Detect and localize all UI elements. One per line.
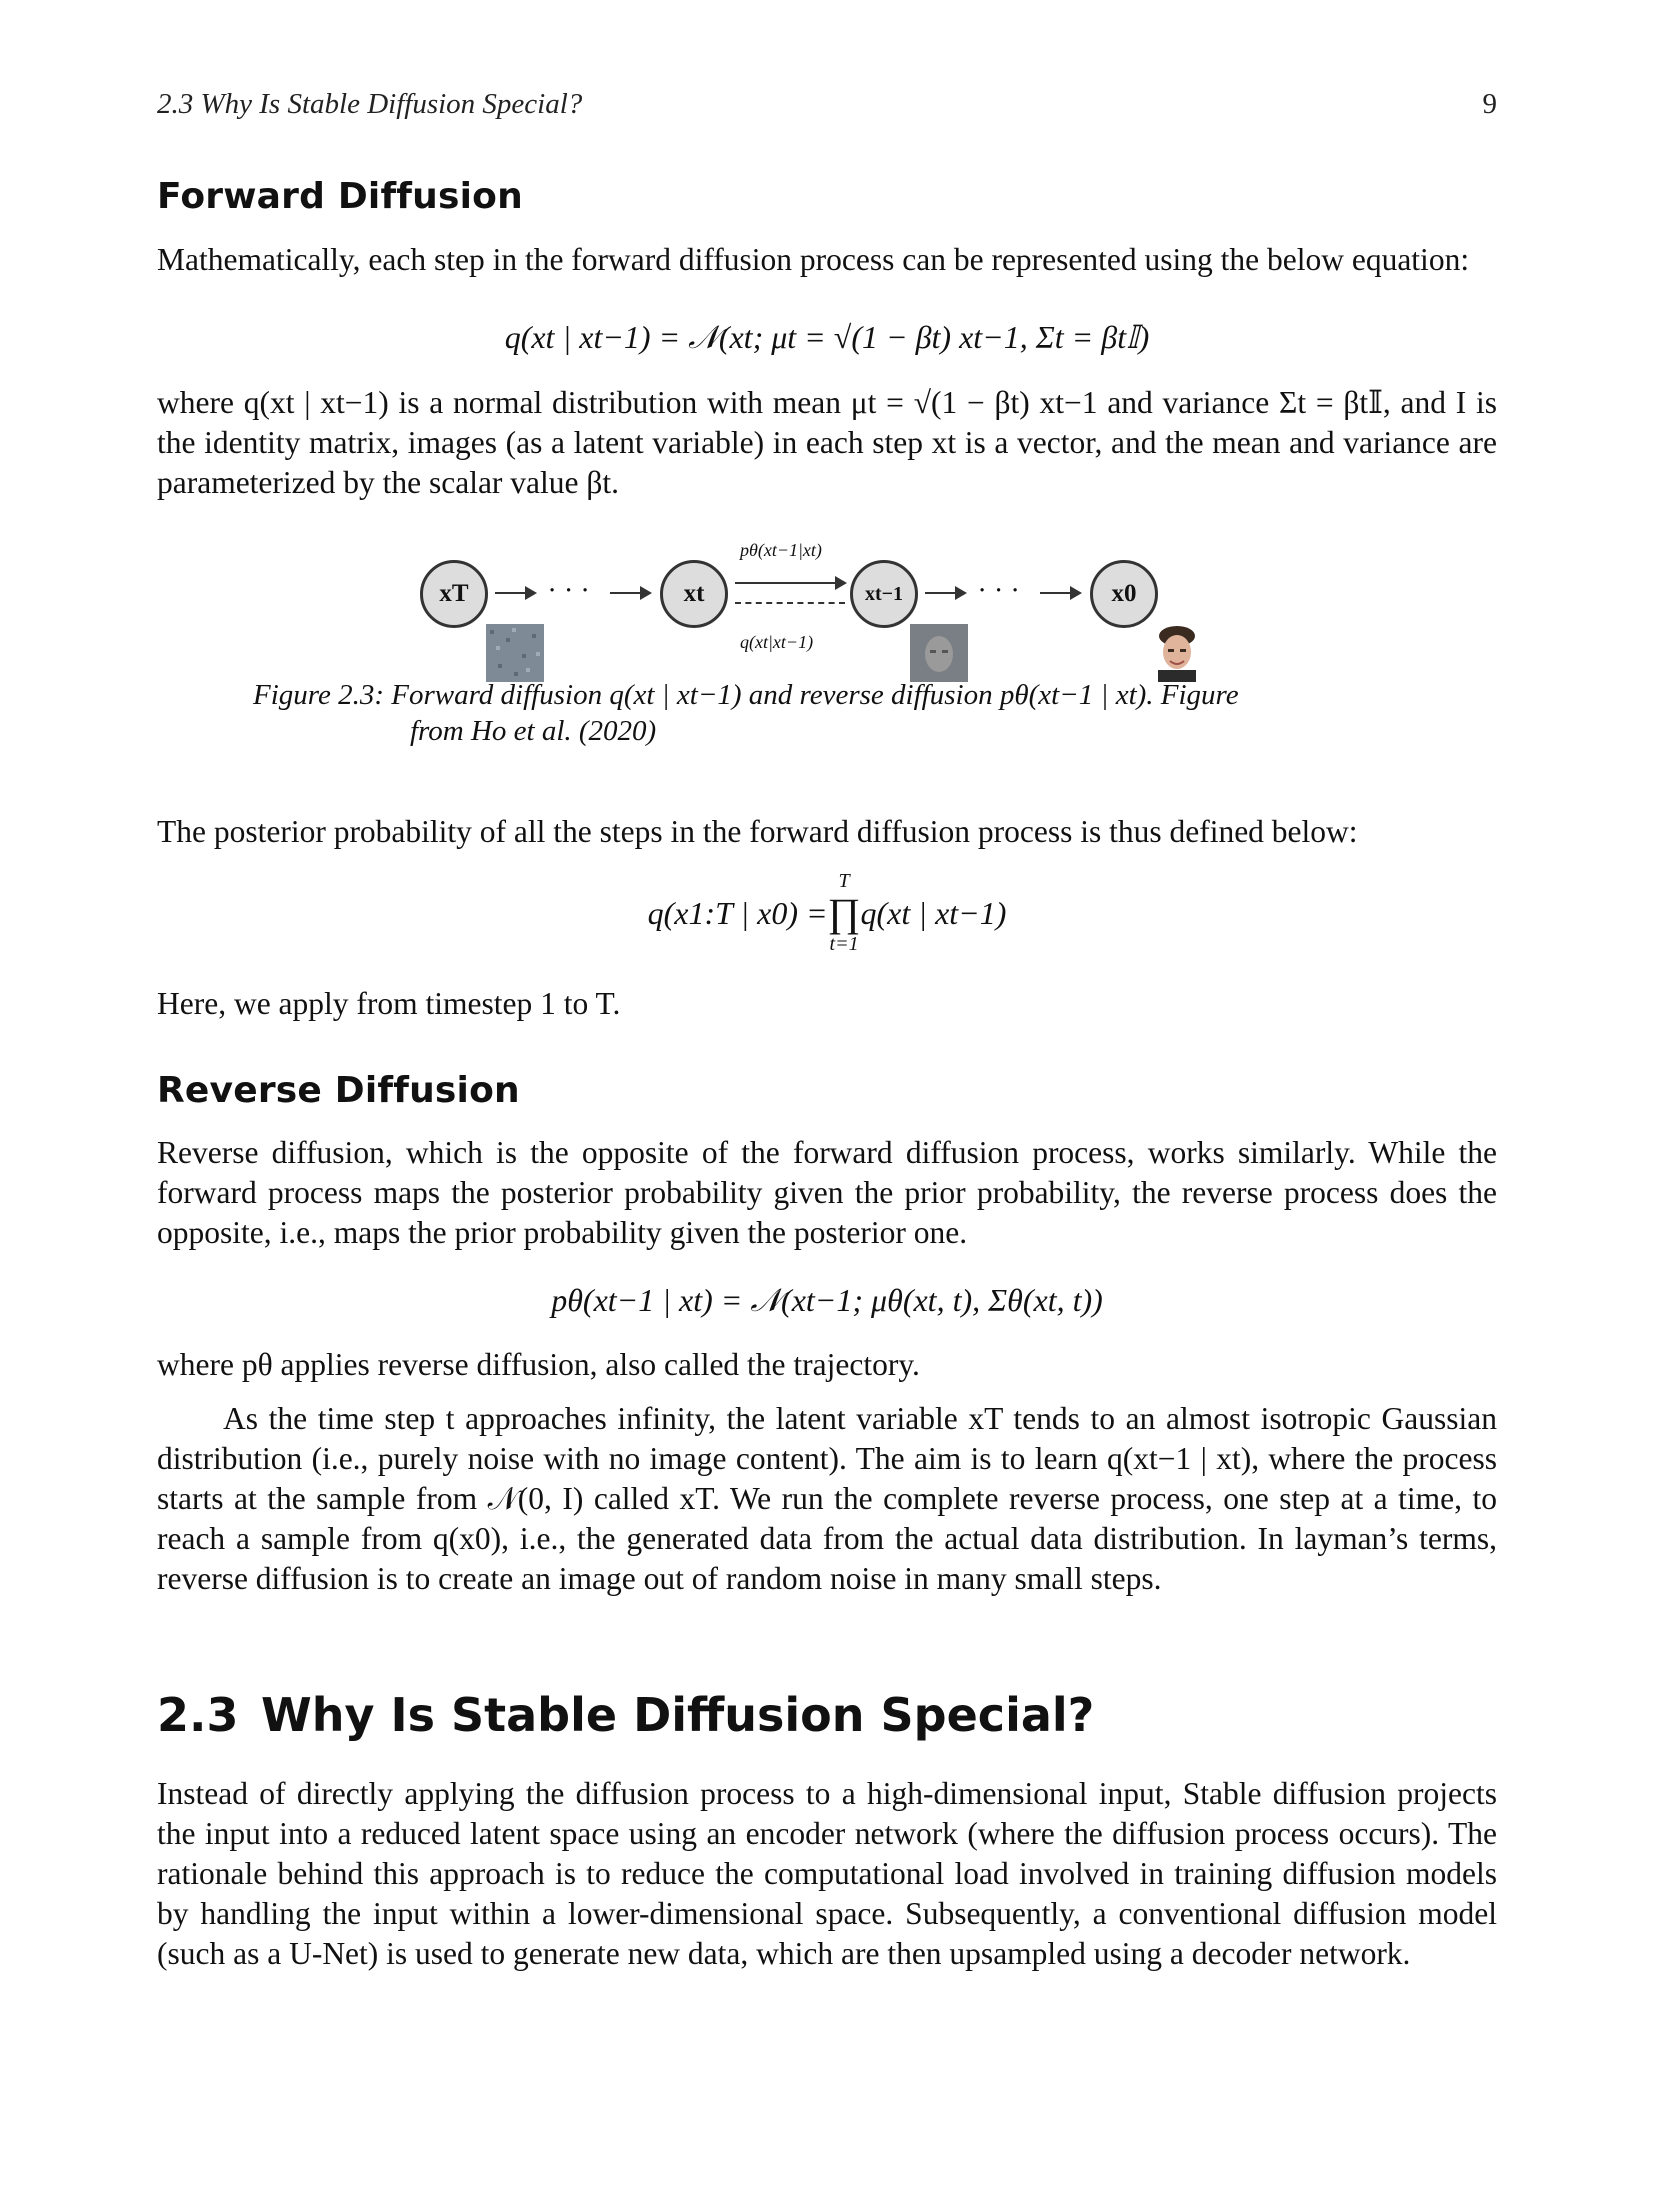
section-body: Instead of directly applying the diffusion process to a high-dimensional input, Stable diffusion projects the input into a reduced latent space using an encoder network (where the diffusion process occurs). The rationale behind this approach is to reduce the computational load involved in training diffusion models by handling the input within a lower-dimensional space. Subsequently, a conventional diffusion model (such as a U-Net) is used to generate new data, which are then upsampled using a decoder network.	[157, 1776, 1497, 1971]
reverse-arrow	[735, 582, 845, 584]
arrow	[925, 592, 965, 594]
running-title: 2.3 Why Is Stable Diffusion Special?	[157, 88, 583, 120]
ellipsis: · · ·	[978, 576, 1020, 606]
node-xt: xt	[660, 560, 728, 628]
product-symbol: ∏	[827, 890, 861, 935]
forward-intro: Mathematically, each step in the forward diffusion process can be represented using the below equation:	[157, 242, 1470, 277]
posterior-equation	[157, 870, 1497, 970]
noise-image	[486, 624, 544, 682]
posterior-lhs: q(x1:T | x0) =	[647, 894, 828, 931]
running-header	[157, 88, 1497, 121]
node-xt-minus-1: xt−1	[850, 560, 918, 628]
product-operator	[828, 870, 861, 956]
diffusion-figure	[420, 540, 1250, 690]
forward-diffusion-heading: Forward Diffusion	[157, 176, 523, 217]
section-number: 2.3	[157, 1688, 239, 1742]
product-lower: t=1	[829, 933, 859, 955]
forward-label: q(xt|xt−1)	[740, 632, 814, 652]
caption-line-2: from Ho et al. (2020)	[410, 715, 657, 747]
forward-equation: q(xt | xt−1) = 𝒩(xt; μt = √(1 − βt) xt−1, Σt = βt𝕀)	[504, 319, 1150, 355]
node-xT: xT	[420, 560, 488, 628]
partially-denoised-image	[910, 624, 968, 682]
reverse-equation: pθ(xt−1 | xt) = 𝒩(xt−1; μθ(xt, t), Σθ(xt, t))	[551, 1282, 1103, 1318]
page-number: 9	[1482, 88, 1497, 120]
posterior-rhs: q(xt | xt−1)	[860, 894, 1007, 931]
reverse-after: where pθ applies reverse diffusion, also called the trajectory.	[157, 1347, 920, 1382]
posterior-text: The posterior probability of all the steps in the forward diffusion process is thus defined below:	[157, 814, 1358, 849]
face-image	[1148, 624, 1206, 682]
arrow	[1040, 592, 1080, 594]
reverse-intro: Reverse diffusion, which is the opposite of the forward diffusion process, works similarly. While the forward process maps the posterior probability given the prior probability, the reverse process does the opposite, i.e., maps the prior probability given the posterior one.	[157, 1135, 1497, 1250]
forward-dashed-arrow	[735, 602, 845, 604]
figure-caption	[253, 677, 1413, 749]
ellipsis: · · ·	[548, 576, 590, 606]
arrow	[610, 592, 650, 594]
section-heading	[157, 1688, 1094, 1742]
caption-line-1: Figure 2.3: Forward diffusion q(xt | xt−1) and reverse diffusion pθ(xt−1 | xt). Figure	[253, 679, 1239, 711]
reverse-label: pθ(xt−1|xt)	[740, 540, 822, 560]
node-x0: x0	[1090, 560, 1158, 628]
product-upper: T	[838, 870, 850, 892]
reverse-paragraph-2: As the time step t approaches infinity, the latent variable xT tends to an almost isotropic Gaussian distribution (i.e., purely noise with no image content). The aim is to learn q(xt−1 | xt), where the process starts at the sample from 𝒩(0, I) called xT. We run the complete reverse process, one step at a time, to reach a sample from q(x0), i.e., the generated data from the actual data distribution. In layman’s terms, reverse diffusion is to create an image out of random noise in many small steps.	[157, 1401, 1497, 1596]
reverse-diffusion-heading: Reverse Diffusion	[157, 1070, 520, 1111]
forward-explanation: where q(xt | xt−1) is a normal distribution with mean μt = √(1 − βt) xt−1 and variance Σt = βt𝕀, and I is the identity matrix, images (as a latent variable) in each step xt is a vector, and the mean and variance are parameterized by the scalar value βt.	[157, 385, 1497, 500]
arrow	[495, 592, 535, 594]
section-title: Why Is Stable Diffusion Special?	[261, 1688, 1095, 1742]
timestep-note: Here, we apply from timestep 1 to T.	[157, 986, 621, 1021]
